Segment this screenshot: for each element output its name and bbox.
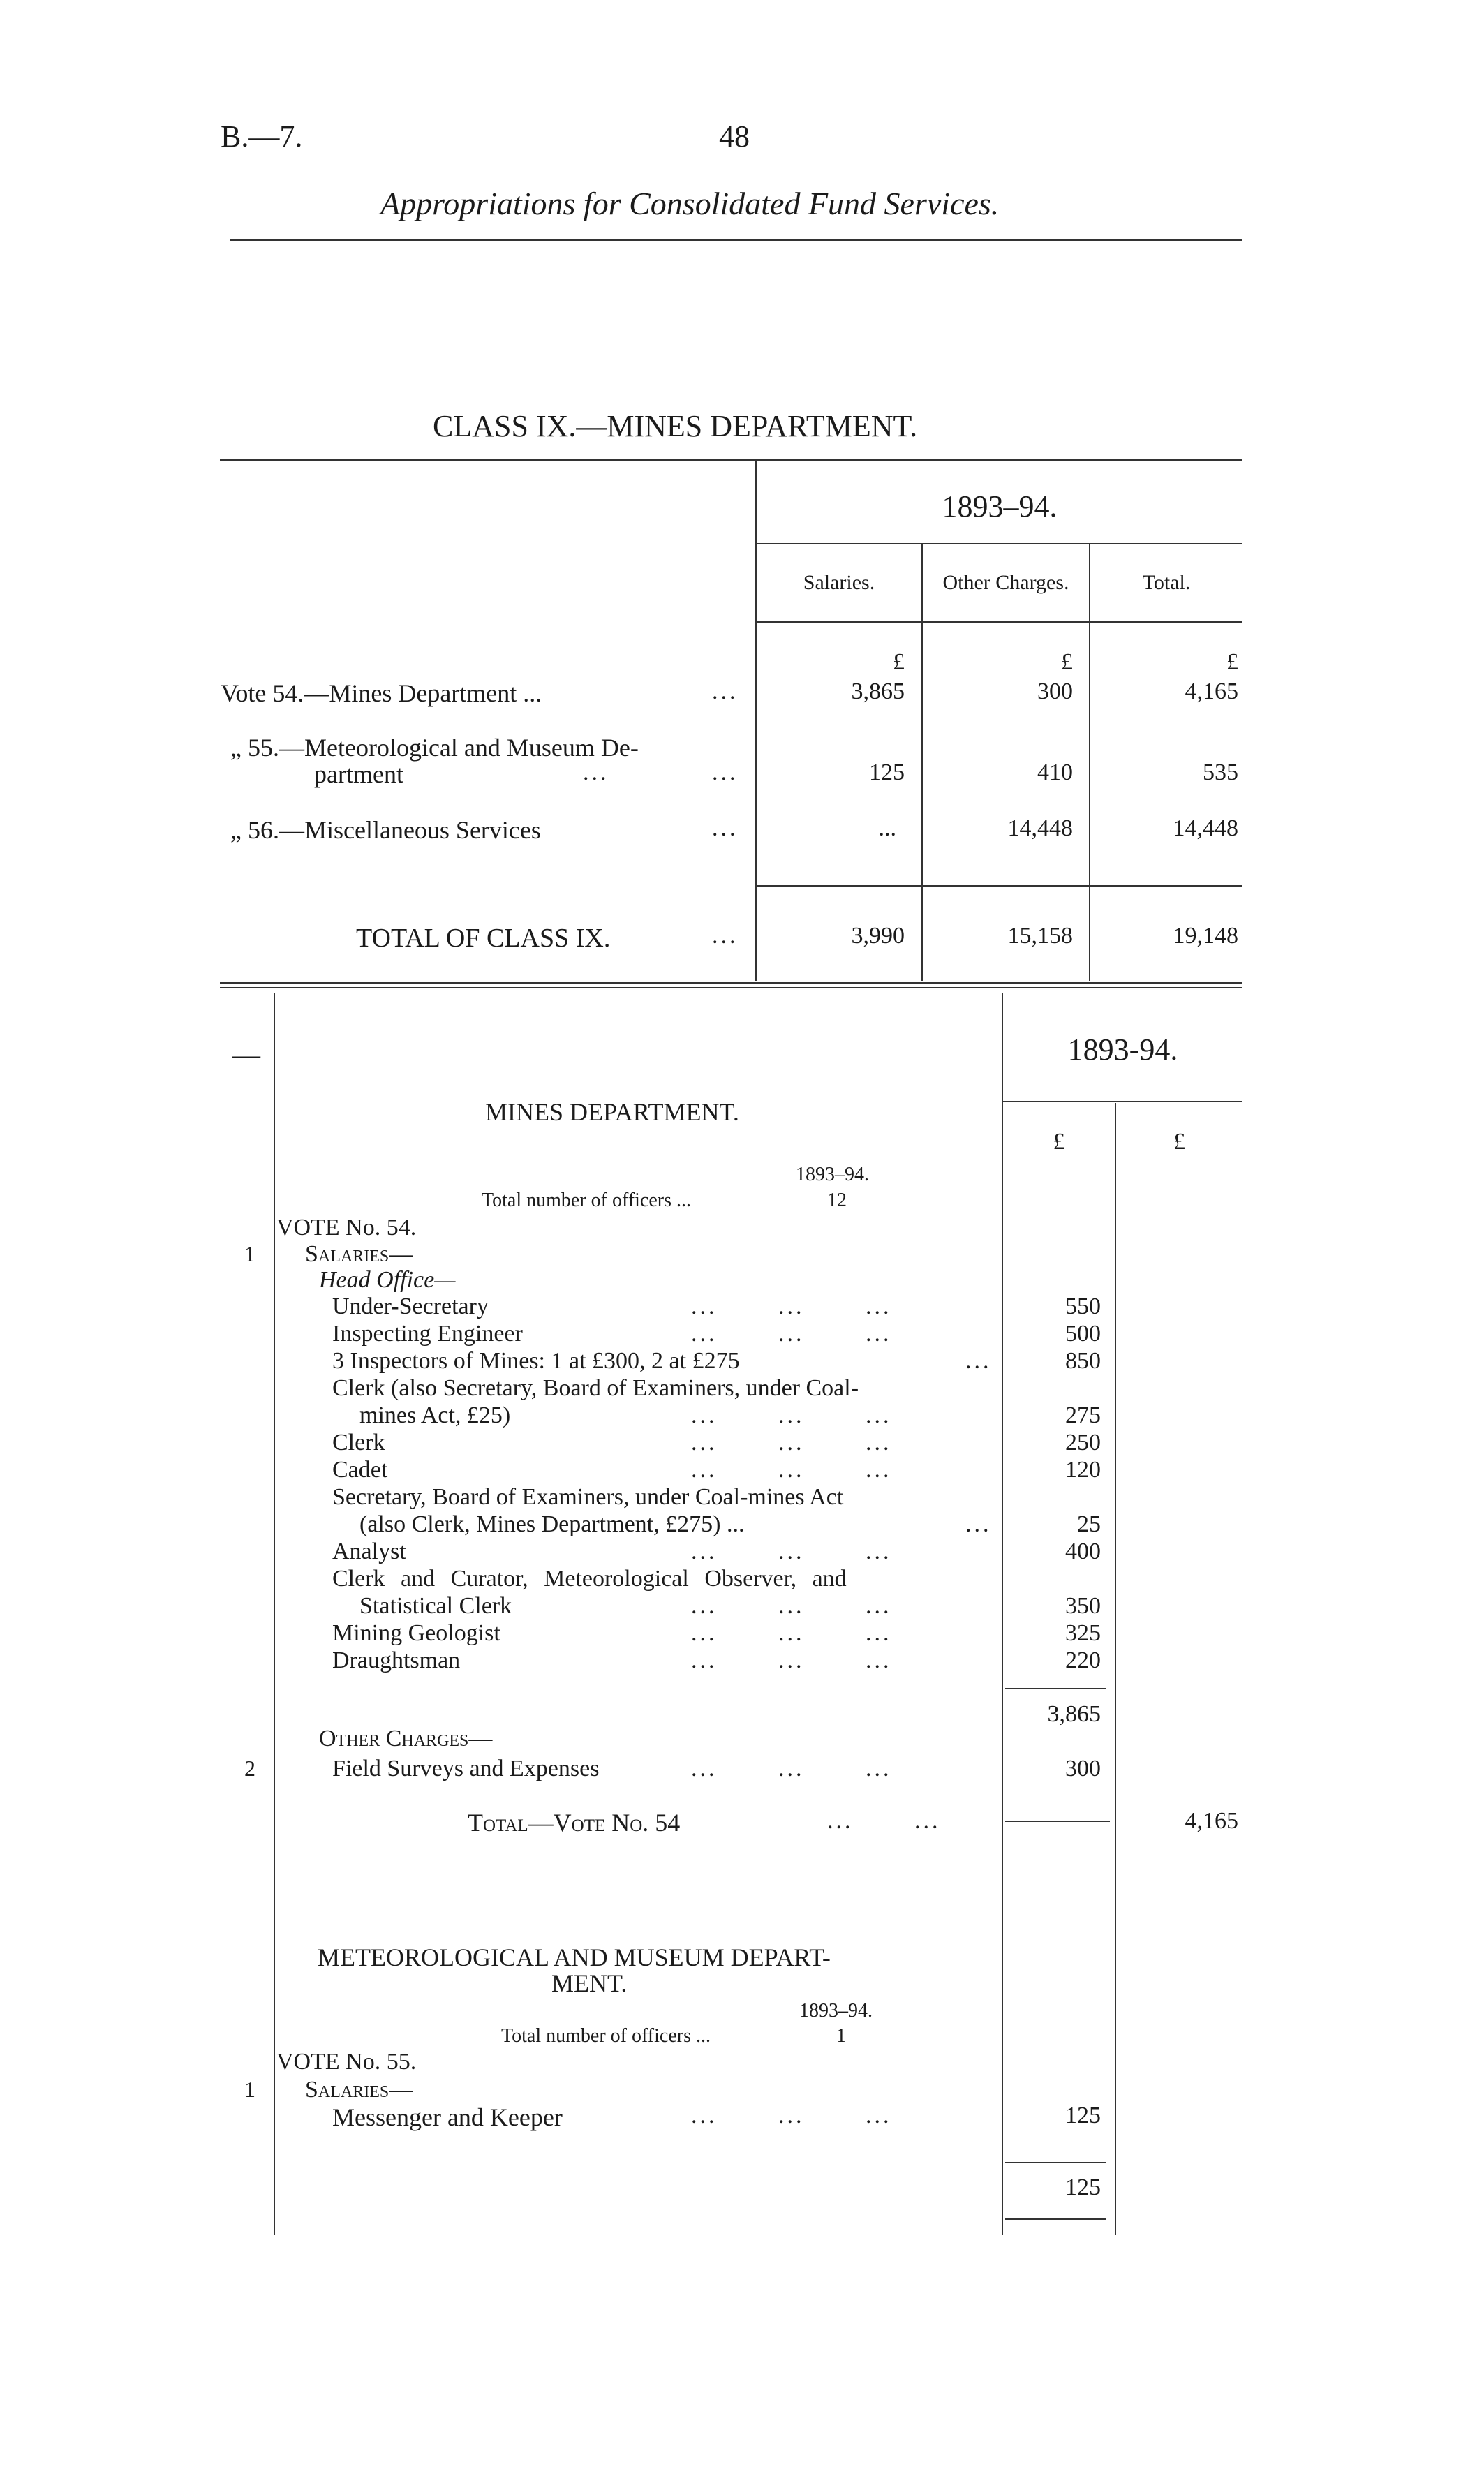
page-number: 48 (719, 119, 750, 154)
leader-dots: ... ... ... (691, 1457, 892, 1483)
mines-officers-label: Total number of officers ... (482, 1190, 691, 1211)
col-head-total: Total. (1142, 571, 1191, 594)
mines-salaries-head: Salaries— (305, 1241, 413, 1267)
summary-label-divider (755, 461, 757, 981)
mines-year-small: 1893–94. (796, 1164, 869, 1185)
mines-total-label: Total—Vote No. 54 (468, 1809, 681, 1837)
currency-other: £ (1061, 649, 1073, 675)
line-clerk-secretary-cont: mines Act, £25) (359, 1402, 511, 1428)
summary-total-label: TOTAL OF CLASS IX. (356, 924, 611, 953)
line-board-secretary: Secretary, Board of Examiners, under Coal-mines Act (332, 1484, 844, 1510)
summary-bottom-rule (220, 982, 1242, 984)
summary-row-56-salaries: ... (878, 815, 896, 841)
summary-year: 1893–94. (942, 489, 1058, 524)
summary-total-other: 15,158 (1007, 923, 1073, 949)
mines-vote: VOTE No. 54. (276, 1215, 417, 1240)
mines-item-2: 2 (244, 1756, 255, 1781)
currency-total: £ (1226, 649, 1238, 675)
line-mining-geologist: Mining Geologist (332, 1620, 500, 1646)
amount-cadet: 120 (1065, 1457, 1101, 1483)
currency-salaries: £ (893, 649, 905, 675)
mines-total-amount: 4,165 (1185, 1808, 1238, 1834)
met-vote: VOTE No. 55. (276, 2049, 417, 2075)
line-clerk-secretary: Clerk (also Secretary, Board of Examiners, under Coal- (332, 1375, 859, 1401)
leader-dots: ... ... ... (691, 2103, 892, 2128)
amount-inspectors: 850 (1065, 1348, 1101, 1374)
met-heading: METEOROLOGICAL AND MUSEUM DEPART- (318, 1943, 831, 1971)
amount-inspecting-engineer: 500 (1065, 1321, 1101, 1347)
summary-bottom-rule-2 (220, 987, 1242, 988)
line-inspectors: 3 Inspectors of Mines: 1 at £300, 2 at £275 (332, 1348, 740, 1374)
met-heading-cont: MENT. (551, 1969, 628, 1997)
line-inspecting-engineer: Inspecting Engineer (332, 1321, 523, 1347)
amount-field-surveys: 300 (1065, 1756, 1101, 1781)
detail-currency-1: £ (1053, 1129, 1065, 1155)
met-salaries-total: 125 (1065, 2174, 1101, 2200)
detail-left-dash: — (232, 1039, 260, 1070)
detail-year-rule (1003, 1101, 1242, 1102)
summary-row-55-other: 410 (1037, 759, 1073, 785)
amount-clerk-curator: 350 (1065, 1593, 1101, 1619)
leader-dots: ... (712, 679, 739, 704)
summary-row-54-label: Vote 54.—Mines Department ... (221, 679, 542, 707)
met-year-small: 1893–94. (799, 2000, 873, 2022)
summary-colhead-rule (757, 621, 1242, 623)
leader-dots: ... ... (827, 1808, 941, 1834)
mines-salaries-rule (1005, 1688, 1106, 1689)
col-head-other: Other Charges. (942, 571, 1069, 594)
summary-year-rule (757, 543, 1242, 544)
line-under-secretary: Under-Secretary (332, 1294, 489, 1319)
summary-row-55-label: „ 55.—Meteorological and Museum De- (230, 734, 639, 762)
line-draughtsman: Draughtsman (332, 1647, 461, 1673)
header-rule (230, 239, 1242, 241)
summary-heading: CLASS IX.—MINES DEPARTMENT. (433, 409, 918, 443)
summary-row-56-total: 14,448 (1173, 815, 1238, 841)
amount-analyst: 400 (1065, 1539, 1101, 1564)
detail-amount-divider-2 (1115, 1103, 1116, 2235)
line-field-surveys: Field Surveys and Expenses (332, 1756, 600, 1781)
met-salaries-head: Salaries— (305, 2077, 413, 2103)
amount-draughtsman: 220 (1065, 1647, 1101, 1673)
leader-dots: ... ... ... (691, 1593, 892, 1619)
mines-officers-count: 12 (827, 1190, 847, 1211)
summary-total-salaries: 3,990 (851, 923, 905, 949)
met-officers-count: 1 (836, 2025, 846, 2047)
leader-dots: ... ... ... (691, 1620, 892, 1646)
summary-row-56-other: 14,448 (1007, 815, 1073, 841)
mines-total-rule (1005, 1821, 1110, 1822)
line-clerk-curator: Clerk and Curator, Meteorological Observer, and (332, 1566, 847, 1592)
mines-heading: MINES DEPARTMENT. (485, 1098, 739, 1126)
line-messenger: Messenger and Keeper (332, 2103, 563, 2131)
leader-dots: ... ... ... (691, 1647, 892, 1673)
line-clerk-curator-cont: Statistical Clerk (359, 1593, 512, 1619)
summary-row-55-total: 535 (1203, 759, 1238, 785)
leader-dots: ... ... ... (691, 1294, 892, 1319)
leader-dots: ... ... ... (691, 1539, 892, 1564)
col-head-salaries: Salaries. (803, 571, 875, 594)
leader-dots: ... ... ... (691, 1430, 892, 1455)
leader-dots: ... (712, 815, 739, 841)
detail-left-divider (274, 993, 275, 2235)
summary-row-55-label-cont: partment (314, 760, 403, 788)
leader-dots: ... (712, 759, 739, 785)
leader-dots: ... (965, 1348, 992, 1374)
leader-dots: ... ... ... (691, 1402, 892, 1428)
summary-row-54-total: 4,165 (1185, 679, 1238, 704)
page-ref: B.—7. (221, 119, 303, 154)
leader-dots: ... ... ... (691, 1321, 892, 1347)
met-item-1: 1 (244, 2077, 255, 2102)
page-title: Appropriations for Consolidated Fund Services. (380, 186, 1000, 221)
amount-messenger: 125 (1065, 2103, 1101, 2128)
met-salaries-rule (1005, 2162, 1106, 2163)
amount-mining-geologist: 325 (1065, 1620, 1101, 1646)
amount-under-secretary: 550 (1065, 1294, 1101, 1319)
summary-row-56-label: „ 56.—Miscellaneous Services (230, 816, 541, 844)
line-analyst: Analyst (332, 1539, 406, 1564)
amount-clerk: 250 (1065, 1430, 1101, 1455)
summary-total-total: 19,148 (1173, 923, 1238, 949)
mines-head-office: Head Office— (319, 1267, 456, 1293)
detail-year: 1893-94. (1067, 1032, 1178, 1067)
line-board-secretary-cont: (also Clerk, Mines Department, £275) ... (359, 1511, 745, 1537)
summary-total-rule (757, 885, 1242, 887)
mines-item-1: 1 (244, 1241, 255, 1266)
leader-dots: ... (965, 1511, 992, 1537)
mines-salaries-total: 3,865 (1047, 1701, 1101, 1727)
mines-other-head: Other Charges— (319, 1726, 493, 1751)
leader-dots: ... (712, 923, 739, 949)
summary-row-54-other: 300 (1037, 679, 1073, 704)
summary-row-55-salaries: 125 (869, 759, 905, 785)
leader-dots: ... ... ... (691, 1756, 892, 1781)
met-salaries-bottom-rule (1005, 2218, 1106, 2220)
summary-row-54-salaries: 3,865 (851, 679, 905, 704)
line-cadet: Cadet (332, 1457, 388, 1483)
met-officers-label: Total number of officers ... (501, 2025, 711, 2047)
detail-currency-2: £ (1173, 1129, 1185, 1155)
leader-dots: ... (583, 759, 609, 785)
amount-board-secretary: 25 (1077, 1511, 1101, 1537)
line-clerk: Clerk (332, 1430, 385, 1455)
summary-top-rule (220, 459, 1242, 461)
amount-clerk-secretary: 275 (1065, 1402, 1101, 1428)
